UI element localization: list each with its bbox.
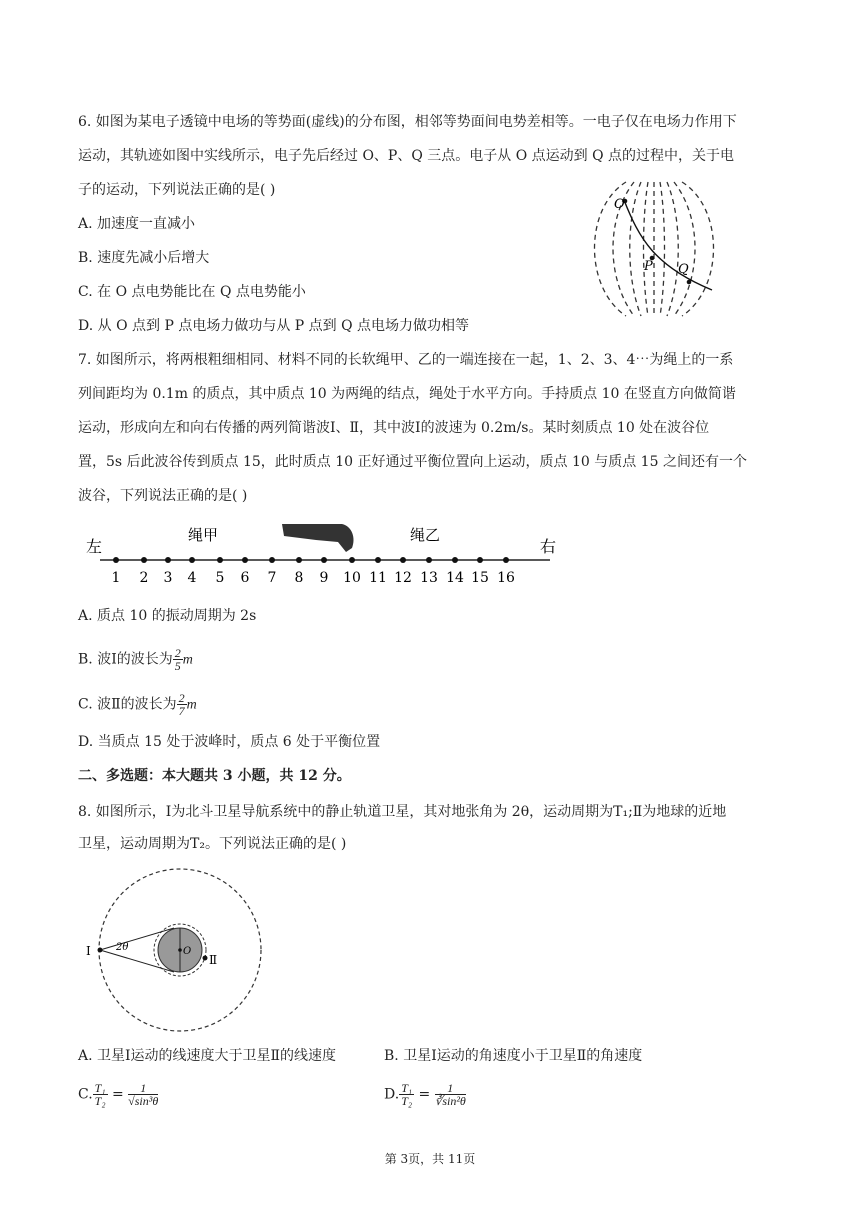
rope-point — [242, 557, 248, 563]
q7-option-d: D. 当质点 15 处于波峰时，质点 6 处于平衡位置 — [78, 734, 381, 750]
q7-stem-line2: 列间距均为 0.1m 的质点，其中质点 10 为两绳的结点，绳处于水平方向。手持质点 10 在竖直方向做简谐 — [78, 386, 736, 402]
q8-label-sat1: Ⅰ — [86, 944, 91, 958]
q6-equipotential-figure — [584, 178, 724, 320]
rope-point — [400, 557, 406, 563]
rope-point-label: 15 — [471, 570, 489, 586]
rope-point-label: 8 — [294, 570, 304, 586]
q7-option-c-text: C. 波Ⅱ的波长为 — [78, 696, 177, 713]
q7-label-rope-b: 绳乙 — [410, 526, 441, 544]
section-title: 二、多选题：本大题共 3 小题，共 12 分。 — [78, 768, 351, 784]
q6-label-q: Q — [678, 262, 689, 277]
rope-point — [189, 557, 195, 563]
rope-point — [141, 557, 147, 563]
q7-option-b-text: B. 波Ⅰ的波长为 — [78, 651, 173, 668]
q7-rope-figure — [80, 518, 560, 592]
q7-label-left: 左 — [86, 537, 103, 556]
rope-point-label: 5 — [215, 570, 225, 586]
rope-point — [375, 557, 381, 563]
q8-option-c: C. $\frac{\text{T₁}}{\text{T₂}}$ = $\frac{1}{\text{√sin³θ}}$ — [78, 1081, 159, 1108]
q7-label-right: 右 — [540, 537, 557, 556]
q7-stem-line5: 波谷，下列说法正确的是( ) — [78, 488, 248, 504]
q7-label-rope-a: 绳甲 — [188, 526, 219, 544]
q8-option-a: A. 卫星Ⅰ运动的线速度大于卫星Ⅱ的线速度 — [78, 1048, 337, 1064]
page-footer: 第 3页，共 11页 — [384, 1152, 476, 1166]
q7-option-a: A. 质点 10 的振动周期为 2s — [78, 608, 257, 624]
q6-label-o: O — [614, 197, 625, 212]
rope-point-label: 4 — [187, 570, 197, 586]
q8-stem-line1: 8. 如图所示，Ⅰ为北斗卫星导航系统中的静止轨道卫星，其对地张角为 2θ，运动周期为T₁;Ⅱ为地球的近地 — [78, 804, 727, 820]
rope-point-label: 16 — [497, 570, 515, 586]
rope-point — [452, 557, 458, 563]
rope-point — [321, 557, 327, 563]
q7-stem-line3: 运动，形成向左和向右传播的两列简谐波Ⅰ、Ⅱ，其中波Ⅰ的波速为 0.2m/s。某时刻质点 10 处在波谷位 — [78, 420, 710, 436]
q7-option-c: C. 波Ⅱ的波长为 $\frac{2}{7}$ m — [78, 691, 197, 718]
rope-point — [165, 557, 171, 563]
rope-point — [477, 557, 483, 563]
q6-option-a: A. 加速度一直减小 — [78, 216, 196, 232]
rope-point — [503, 557, 509, 563]
q6-label-p: P — [644, 259, 653, 274]
q8-stem-line2: 卫星，运动周期为T₂。下列说法正确的是( ) — [78, 836, 347, 852]
q7-stem-line4: 置，5s 后此波谷传到质点 15，此时质点 10 正好通过平衡位置向上运动，质点 10 与质点 15 之间还有一个 — [78, 454, 747, 470]
q8-label-sat2: Ⅱ — [209, 953, 218, 967]
q7-option-b-fraction: $\frac{2}{5}$ — [174, 646, 181, 673]
rope-point-label: 1 — [111, 570, 121, 586]
q7-option-c-fraction: $\frac{2}{7}$ — [178, 691, 185, 718]
q8-orbit-figure — [84, 862, 274, 1032]
rope-point — [217, 557, 223, 563]
rope-point-label: 3 — [163, 570, 173, 586]
q8-option-b: B. 卫星Ⅰ运动的角速度小于卫星Ⅱ的角速度 — [384, 1048, 643, 1064]
rope-point-label: 12 — [394, 570, 412, 586]
rope-point-label: 2 — [139, 570, 149, 586]
rope-point — [113, 557, 119, 563]
q7-option-b: B. 波Ⅰ的波长为 $\frac{2}{5}$ m — [78, 646, 193, 673]
rope-point-label: 7 — [267, 570, 277, 586]
rope-point-label: 6 — [240, 570, 250, 586]
q6-option-d: D. 从 O 点到 P 点电场力做功与从 P 点到 Q 点电场力做功相等 — [78, 318, 470, 334]
rope-point-label: 11 — [369, 570, 387, 586]
q8-option-d: D. $\frac{\text{T₁}}{\text{T₂}}$ = $\frac{1}{\text{∛sin²θ}}$ — [384, 1081, 466, 1108]
q6-stem-line1: 6. 如图为某电子透镜中电场的等势面(虚线)的分布图，相邻等势面间电势差相等。一电子仅在电场力作用下 — [78, 114, 737, 130]
q6-option-b: B. 速度先减小后增大 — [78, 250, 210, 266]
hand-icon — [282, 524, 354, 552]
q7-stem-line1: 7. 如图所示，将两根粗细相同、材料不同的长软绳甲、乙的一端连接在一起，1、2、3、4⋯为绳上的一系 — [78, 352, 734, 368]
rope-point — [426, 557, 432, 563]
rope-point-label: 14 — [446, 570, 464, 586]
q6-stem-line2: 运动，其轨迹如图中实线所示，电子先后经过 O、P、Q 三点。电子从 O 点运动到 Q 点的过程中，关于电 — [78, 148, 735, 164]
rope-point-label: 9 — [319, 570, 329, 586]
rope-point — [296, 557, 302, 563]
q6-stem-line3: 子的运动，下列说法正确的是( ) — [78, 182, 276, 198]
q8-label-angle: 2θ — [116, 942, 129, 953]
rope-point — [349, 557, 355, 563]
q8-label-center: O — [183, 946, 192, 957]
rope-point — [269, 557, 275, 563]
q6-option-c: C. 在 O 点电势能比在 Q 点电势能小 — [78, 284, 306, 300]
rope-point-label: 13 — [420, 570, 438, 586]
rope-point-label: 10 — [343, 570, 361, 586]
